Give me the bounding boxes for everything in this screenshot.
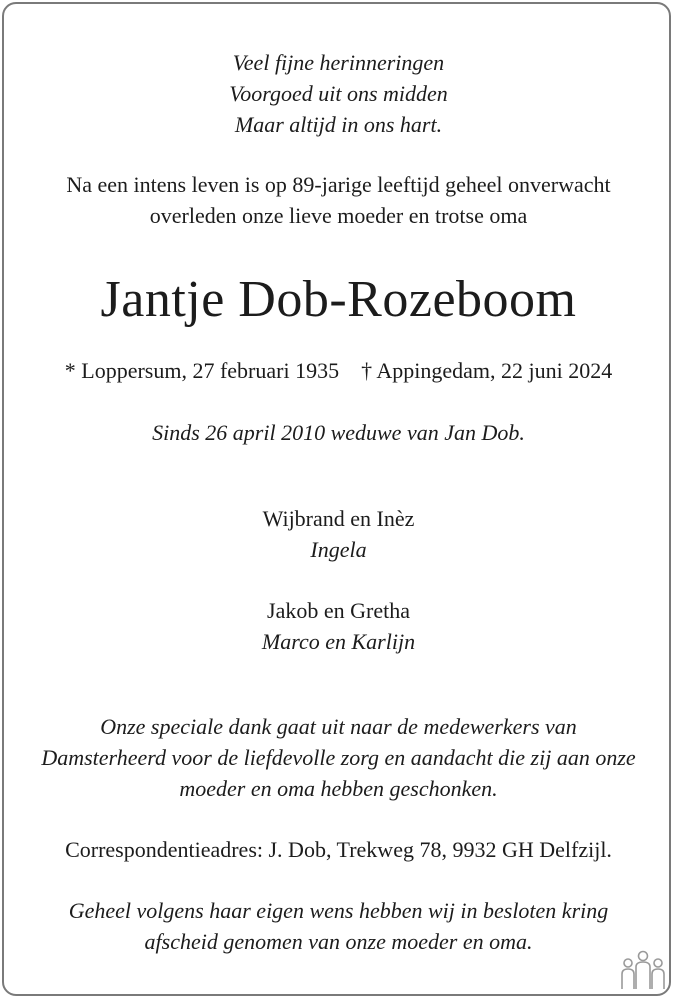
death-date: † Appingedam, 22 juni 2024 [361,358,613,383]
poem-line-2: Voorgoed uit ons midden [229,81,448,106]
correspondence-address: Correspondentieadres: J. Dob, Trekweg 78, 9932 GH Delfzijl. [65,837,612,862]
family-children-2: Marco en Karlijn [261,629,416,654]
intro-line-2: overleden onze lieve moeder en trotse oma [149,203,528,228]
thanks-line-3: moeder en oma hebben geschonken. [179,776,498,801]
intro-line-1: Na een intens leven is op 89-jarige leeftijd geheel onverwacht [66,172,611,197]
family-children-1: Ingela [310,537,367,562]
closing-line-2: afscheid genomen van onze moeder en oma. [144,929,533,954]
poem-line-3: Maar altijd in ons hart. [234,112,443,137]
thanks-line-1: Onze speciale dank gaat uit naar de medewerkers van [100,714,577,739]
life-dates [0,356,677,386]
closing-line-1: Geheel volgens haar eigen wens hebben wij in besloten kring [68,898,609,923]
widow-line: Sinds 26 april 2010 weduwe van Jan Dob. [152,420,525,445]
poem-line-1: Veel fijne herinneringen [232,50,445,75]
family-parents-2: Jakob en Gretha [267,598,410,623]
deceased-name: Jantje Dob-Rozeboom [100,271,577,328]
thanks-line-2: Damsterheerd voor de liefdevolle zorg en aandacht die zij aan onze [41,745,636,770]
birth-date: * Loppersum, 27 februari 1935 [64,358,340,383]
family-parents-1: Wijbrand en Inèz [262,506,415,531]
family-people-icon [619,950,667,990]
